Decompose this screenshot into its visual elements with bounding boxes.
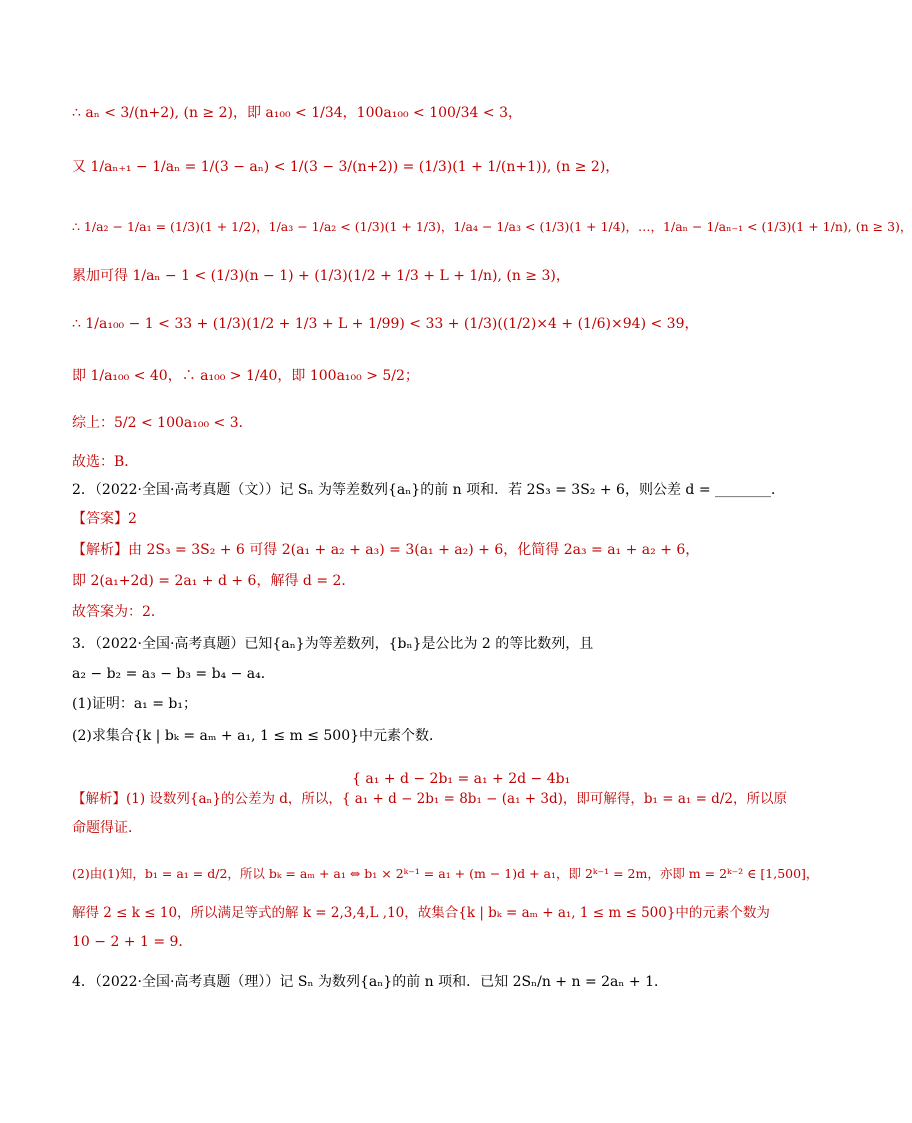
solution-line-4: 累加可得 1/aₙ − 1 < (1/3)(n − 1) + (1/3)(1/2 + 1/3 + L + 1/n), (n ≥ 3)，: [72, 268, 570, 284]
question-3-part-2: (2)求集合{k | bₖ = aₘ + a₁, 1 ≤ m ≤ 500}中元素个数．: [72, 728, 444, 744]
answer-2: 【答案】2: [72, 511, 137, 527]
analysis-3-line-5: 10 − 2 + 1 = 9．: [72, 934, 193, 950]
question-3-part-1: (1)证明：a₁ = b₁；: [72, 696, 197, 712]
question-3-line-1: 3．（2022·全国·高考真题）已知{aₙ}为等差数列，{bₙ}是公比为 2 的等比数列，且: [72, 636, 594, 652]
question-3-line-2: a₂ − b₂ = a₃ − b₃ = b₄ − a₄．: [72, 666, 275, 682]
question-2: 2．（2022·全国·高考真题（文））记 Sₙ 为等差数列{aₙ}的前 n 项和．若 2S₃ = 3S₂ + 6，则公差 d = ________．: [72, 482, 786, 498]
solution-line-1: ∴ aₙ < 3/(n+2), (n ≥ 2)，即 a₁₀₀ < 1/34，100a₁₀₀ < 100/34 < 3，: [72, 105, 523, 121]
analysis-3-line-2: 命题得证．: [72, 820, 142, 836]
solution-line-2: 又 1/aₙ₊₁ − 1/aₙ = 1/(3 − aₙ) < 1/(3 − 3/(n+2)) = (1/3)(1 + 1/(n+1)), (n ≥ 2)，: [72, 159, 620, 175]
analysis-3-line-1: 【解析】(1) 设数列{aₙ}的公差为 d，所以，{ a₁ + d − 2b₁ = 8b₁ − (a₁ + 3d)，即可解得，b₁ = a₁ = d/2，所以原: [72, 791, 787, 807]
analysis-3-line-4: 解得 2 ≤ k ≤ 10，所以满足等式的解 k = 2,3,4,L ,10，故集合{k | bₖ = aₘ + a₁, 1 ≤ m ≤ 500}中的元素个数为: [72, 905, 770, 921]
solution-line-5: ∴ 1/a₁₀₀ − 1 < 33 + (1/3)(1/2 + 1/3 + L + 1/99) < 33 + (1/3)((1/2)×4 + (1/6)×94) < 39，: [72, 316, 699, 332]
analysis-2-line-1: 【解析】由 2S₃ = 3S₂ + 6 可得 2(a₁ + a₂ + a₃) = 3(a₁ + a₂) + 6，化简得 2a₃ = a₁ + a₂ + 6，: [72, 542, 700, 558]
answer-choice-line: 故选：B．: [72, 454, 139, 470]
solution-line-6: 即 1/a₁₀₀ < 40，∴ a₁₀₀ > 1/40，即 100a₁₀₀ > 5/2；: [72, 368, 419, 384]
solution-line-7: 综上：5/2 < 100a₁₀₀ < 3．: [72, 415, 253, 431]
solution-line-3: ∴ 1/a₂ − 1/a₁ = (1/3)(1 + 1/2)，1/a₃ − 1/a₂ < (1/3)(1 + 1/3)，1/a₄ − 1/a₃ < (1/3)(1 + 1/4)，…，1/aₙ − 1/aₙ₋₁ < (1/3)(1 + 1/n), (n ≥ 3)，: [72, 219, 912, 234]
analysis-2-conclusion: 故答案为：2．: [72, 604, 165, 620]
analysis-3-system-line-1: { a₁ + d − 2b₁ = a₁ + 2d − 4b₁: [352, 771, 571, 787]
question-4: 4．（2022·全国·高考真题（理））记 Sₙ 为数列{aₙ}的前 n 项和．已知 2Sₙ/n + n = 2aₙ + 1．: [72, 974, 668, 990]
analysis-2-line-2: 即 2(a₁+2d) = 2a₁ + d + 6，解得 d = 2．: [72, 573, 356, 589]
analysis-3-line-3: (2)由(1)知，b₁ = a₁ = d/2，所以 bₖ = aₘ + a₁ ⇔ b₁ × 2ᵏ⁻¹ = a₁ + (m − 1)d + a₁，即 2ᵏ⁻¹ = 2m，亦即 m = 2ᵏ⁻² ∈ [1,500]，: [72, 866, 819, 881]
